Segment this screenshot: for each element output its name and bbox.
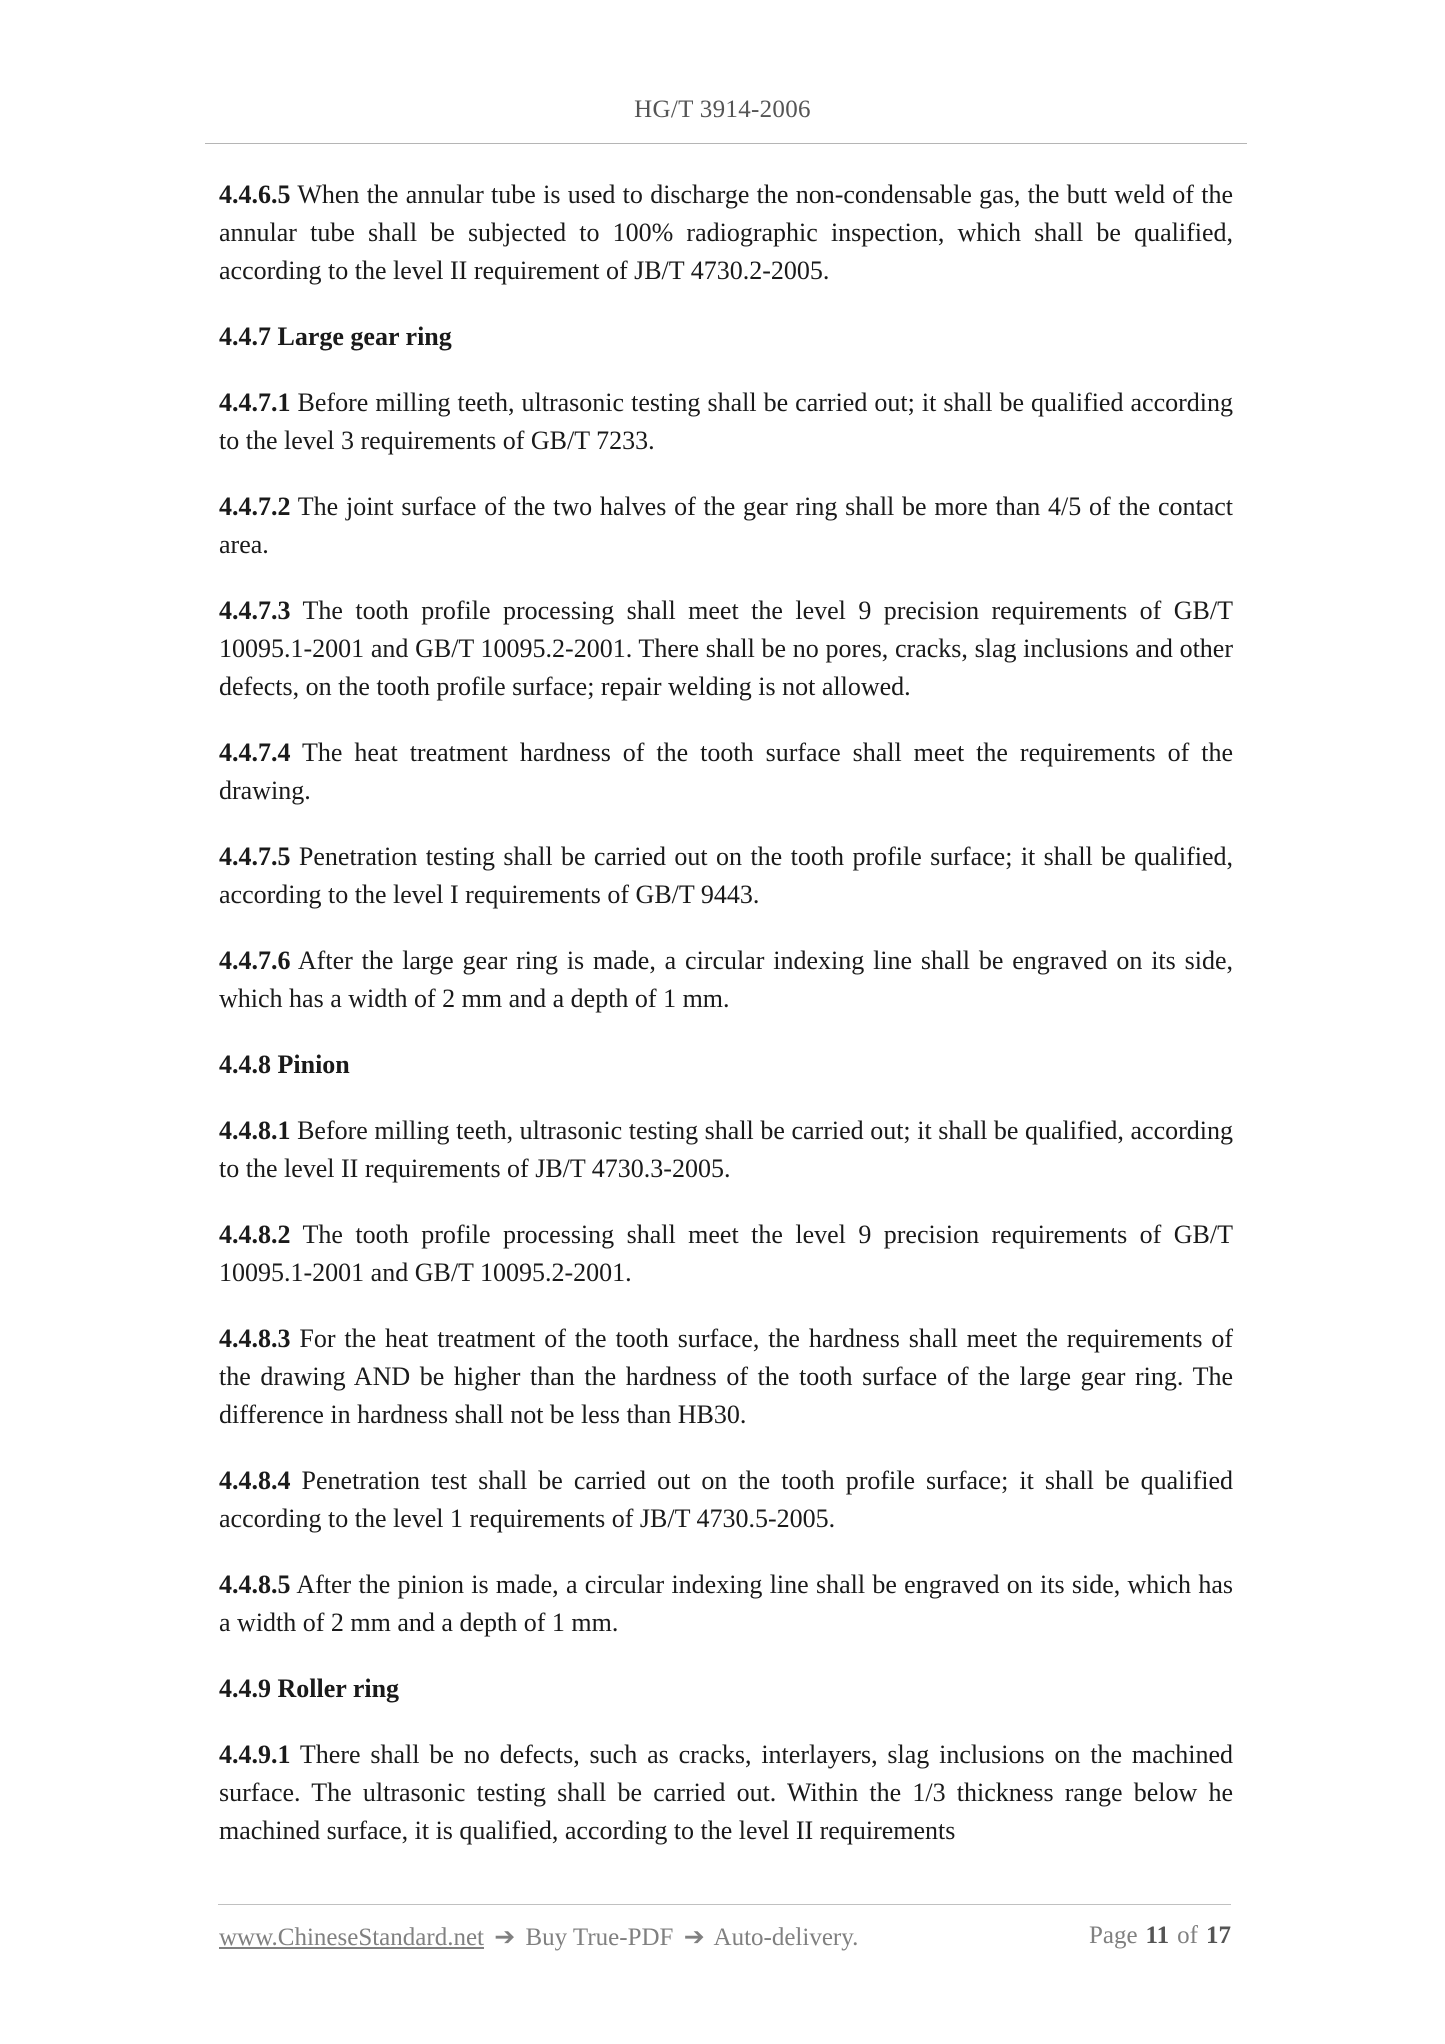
document-body [219, 176, 1233, 1878]
clause-number: 4.4.7.3 [219, 596, 291, 625]
clause-number: 4.4.7.5 [219, 842, 291, 871]
clause-text: The joint surface of the two halves of the gear ring shall be more than 4/5 of the contact area. [219, 492, 1234, 559]
clause-text: Penetration test shall be carried out on the tooth profile surface; it shall be qualified according to the level 1 requirements of JB/T 4730.5-2005. [219, 1466, 1233, 1533]
clause-number: 4.4.7.6 [219, 946, 291, 975]
clause-paragraph [219, 942, 1233, 1018]
clause-text: Before milling teeth, ultrasonic testing shall be carried out; it shall be qualified, according to the level II requirements of JB/T 4730.3-2005. [219, 1116, 1234, 1183]
clause-paragraph [219, 1112, 1233, 1188]
page-number [1089, 1922, 1231, 1950]
clause-text: When the annular tube is used to discharge the non-condensable gas, the butt weld of the annular tube shall be subjected to 100% radiographic inspection, which shall be qualified, according to the level II requirement of JB/T 4730.2-2005. [219, 180, 1233, 285]
clause-number: 4.4.8.5 [219, 1570, 291, 1599]
footer-divider [218, 1904, 1231, 1905]
clause-text: After the pinion is made, a circular indexing line shall be engraved on its side, which has a width of 2 mm and a depth of 1 mm. [219, 1570, 1233, 1637]
clause-paragraph [219, 1216, 1233, 1292]
section-heading: 4.4.9 Roller ring [219, 1674, 400, 1703]
section-heading: 4.4.8 Pinion [219, 1050, 350, 1079]
clause-text: There shall be no defects, such as cracks, interlayers, slag inclusions on the machined surface. The ultrasonic testing shall be carried out. Within the 1/3 thickness range below he machined surface, it is qualified, according to the level II requirements [219, 1740, 1234, 1845]
arrow-right-icon: ➔ [683, 1924, 705, 1951]
clause-paragraph [219, 592, 1233, 706]
clause-paragraph [219, 1736, 1233, 1850]
clause-number: 4.4.8.3 [219, 1324, 291, 1353]
clause-text: After the large gear ring is made, a circular indexing line shall be engraved on its side, which has a width of 2 mm and a depth of 1 mm. [219, 946, 1233, 1013]
clause-number: 4.4.8.4 [219, 1466, 291, 1495]
clause-number: 4.4.7.2 [219, 492, 291, 521]
page-footer [219, 1922, 1231, 1954]
clause-number: 4.4.7.1 [219, 388, 291, 417]
clause-paragraph [219, 1462, 1233, 1538]
clause-text: For the heat treatment of the tooth surface, the hardness shall meet the requirements of the drawing AND be higher than the hardness of the tooth surface of the large gear ring. The difference in hardness shall not be less than HB30. [219, 1324, 1233, 1429]
clause-paragraph [219, 384, 1233, 460]
page-current: 11 [1145, 1922, 1170, 1949]
clause-paragraph [219, 488, 1233, 564]
clause-text: Before milling teeth, ultrasonic testing shall be carried out; it shall be qualified according to the level 3 requirements of GB/T 7233. [219, 388, 1234, 455]
clause-text: The tooth profile processing shall meet the level 9 precision requirements of GB/T 10095.1-2001 and GB/T 10095.2-2001. There shall be no pores, cracks, slag inclusions and other defects, on the tooth profile surface; repair welding is not allowed. [219, 596, 1233, 701]
website-link[interactable]: www.ChineseStandard.net [219, 1924, 484, 1951]
clause-number: 4.4.8.2 [219, 1220, 291, 1249]
clause-number: 4.4.7.4 [219, 738, 291, 767]
clause-text: The heat treatment hardness of the tooth surface shall meet the requirements of the drawing. [219, 738, 1234, 805]
footer-promo [219, 1922, 858, 1952]
clause-text: Penetration testing shall be carried out on the tooth profile surface; it shall be qualified, according to the level I requirements of GB/T 9443. [219, 842, 1234, 909]
clause-paragraph [219, 176, 1233, 290]
page-total: 17 [1206, 1922, 1231, 1949]
page-of-label: of [1177, 1922, 1198, 1949]
clause-number: 4.4.8.1 [219, 1116, 291, 1145]
running-header: HG/T 3914-2006 [634, 96, 811, 123]
delivery-text: Auto-delivery. [713, 1924, 859, 1951]
clause-text: The tooth profile processing shall meet the level 9 precision requirements of GB/T 10095.1-2001 and GB/T 10095.2-2001. [219, 1220, 1233, 1287]
header-divider [205, 143, 1247, 144]
arrow-right-icon: ➔ [494, 1924, 516, 1951]
page-label: Page [1088, 1922, 1138, 1949]
clause-paragraph [219, 734, 1233, 810]
section-heading: 4.4.7 Large gear ring [219, 322, 452, 351]
clause-paragraph [219, 838, 1233, 914]
clause-paragraph [219, 1320, 1233, 1434]
clause-number: 4.4.6.5 [219, 180, 291, 209]
buy-pdf-text: Buy True-PDF [525, 1924, 674, 1951]
clause-paragraph [219, 1566, 1233, 1642]
clause-number: 4.4.9.1 [219, 1740, 291, 1769]
